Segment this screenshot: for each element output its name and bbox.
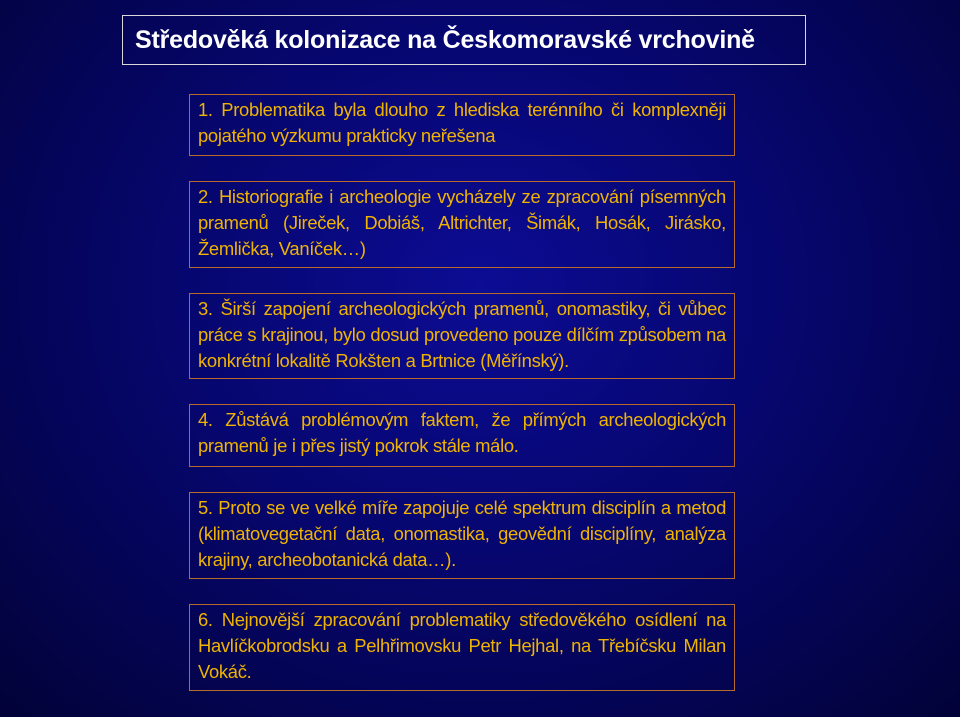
slide-title-box [122,15,806,65]
point-1-text: 1. Problematika byla dlouho z hlediska terénního či komplexněji pojatého výzkumu prakticky neřešena [198,99,726,146]
point-4-box [189,404,735,467]
point-1-box [189,94,735,156]
point-5-box [189,492,735,579]
point-3-text: 3. Širší zapojení archeologických pramenů, onomastiky, či vůbec práce s krajinou, bylo dosud provedeno pouze dílčím způsobem na konkrétní lokalitě Rokšten a Brtnice (Měřínský). [198,298,726,371]
point-2-box [189,181,735,268]
slide-title: Středověká kolonizace na Českomoravské vrchovině [135,25,755,54]
point-3-box [189,293,735,379]
point-4-text: 4. Zůstává problémovým faktem, že přímých archeologických pramenů je i přes jistý pokrok stále málo. [198,409,726,456]
point-6-box [189,604,735,691]
point-6-text: 6. Nejnovější zpracování problematiky středověkého osídlení na Havlíčkobrodsku a Pelhřimovsku Petr Hejhal, na Třebíčsku Milan Vokáč. [198,609,726,682]
point-5-text: 5. Proto se ve velké míře zapojuje celé spektrum disciplín a metod (klimatovegetační data, onomastika, geovědní disciplíny, analýza krajiny, archeobotanická data…). [198,497,726,570]
point-2-text: 2. Historiografie i archeologie vycházely ze zpracování písemných pramenů (Jireček, Dobiáš, Altrichter, Šimák, Hosák, Jirásko, Žemlička, Vaníček…) [198,186,726,259]
